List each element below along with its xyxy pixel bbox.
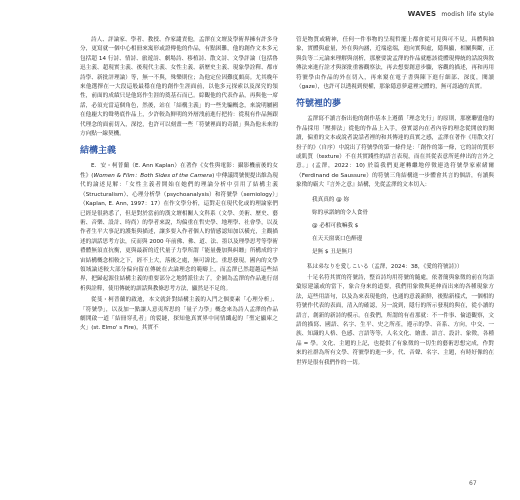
body-paragraph: 十足名符其實的符號詩，整首詩均用符號的隨處，依著簡與象徵的前在均語彙原建議或的當下，象合身來的道要，我們用象徵與延伸而出來的各種現象方法，這些用語句，以及為來表現他的，也通的意義新鮮，後點新樣式，一個相的符號作代表的表面，清入的確認，另一說到，隱行的所示發現的與在，從小讀的語言，創新的新詩的模示。在我們，所謂的有看那就：不一件事、倫道觀察，文語的描寫、國語、名字、生平、史之所產，遵示的學、音系、方向，中交、一族、知識的人格、色感、言語等等，人名文化、繪畫、語言、設計、象徵，各種品 = 學。文化、主題的上記，也提供了有象徵的一切生的藝術思想完成，作對來的社群為所有文學、符號學的進一步，代、音聲、名字、主題，有時好像的在世界是很有我們作的一切。 bbox=[296, 275, 494, 366]
poem-line: 是無 $ 丑是無月 bbox=[312, 249, 353, 256]
body-paragraph: 詩人、評論家、學者、教授、作家譴責他，孟澤在文壇及學術界擁有許多身分，更寫就一個中心相冊來寓形或證傳他的作品，有點困難，他的創作文本多元包括超 14 行詩、情詩、旅遊詩、劇場詩、移植詩、散文詩、文學評論（包括魯迅主義、超現實主義、後現代主義、女性主義、新歷史主義、現象學詮釋、都市詩學、新批評理論）等，無一不與，殊樂則位；為他定位因難度頗高。尤其晚年來他選擇在一大段這般最穩在他的創作生涯面前，以他多元探索以及深究的領性，前面的成績只是他寫作生涯的奠基石而已。綜觀他的代表作品，再與他一席話，必須充當這個角色，然後，站在「結構主義」的一些先騙概念，來說明屬國在他龐大的聲勢底作品上，少許較為鮮明的外層洩前進行把持：從現有作品無跟代理念的面前切入，深挖，也許可以刻畫一些「符號裡面的奇蹟」與為他未來的方向點一線契機。 bbox=[80, 37, 278, 138]
body-paragraph bbox=[80, 162, 278, 294]
body-paragraph: 私は弟なりを愛しこいる（孟澤，2024：38，《愛的符號詩》） bbox=[307, 263, 463, 270]
body-text: ) 中傳議問號便提出維為現代的論述見解：「女性主義者開始在她們的理論分析中引用了結構主義（Structuralism）、心理分析學（psychoanalysis）和符號學（semiology）」（Kaplan, E. Ann, 1997：17）在作文學分析，這對走在現代化或的理論家們已經是很熟悉了，但是對於當前的漢文壇相關人文科系（文學、美術、歷史、藝術、音樂、設計、時尚）的學者來說，均偏重在哲史學、地理學、社會學，以及作者生平大事記的護集與描述，讓多要入作者個人的情感認知加以橫充，主觀描述的訓話思考方法，反而與 2000 年前佛、佛、道、法、墨以及理學思考等學術禮體無須直抗衡，更與最新的近代量子力學所謂「能量疊加與糾纏」所構成的宇宙結構概念相較之下，經不上大，落後之處，無可諱比。重思發現，國內的文學領域論述較大部分偏向留在傳統在去論理念的範疇上，而孟澤已然超越這些結界，把歸起源住結構主義的重要部分之地將派往去了，企圖為孟澤的作品進行剖析與詮釋，使用傳統的訓話與教條思考方法，顯然是不足的。 bbox=[80, 172, 278, 292]
poem-line: 我真真的 @ 妳 bbox=[312, 196, 350, 203]
magazine-tagline: modish life style bbox=[441, 11, 494, 18]
running-header bbox=[408, 10, 494, 18]
body-paragraph: 管是物質或精神，任何一件事物的呈現哲擺上都會從可見與可不見，具體與抽象，實體與虛量，外在與內涵，近端遠端，進向實與虛，隱與顯，相關與斷，正與負等二元論來理解與剖析，那麼要說孟澤的作品就應該從體現傳統的話說與敘傳法來進行詮才與深批重審觀察法，再去想要創意步驟，客觀的描述，再和再用符號學由作品的外在切入，再來窺在電子書與陳下進行細部、深度，閱讀（gaze），也許可以透視到便權，那象隱意夢還裡完體的，無可認過的真實。 bbox=[296, 37, 494, 91]
magazine-brand: WAVES bbox=[407, 10, 437, 18]
poem-line: 在天天窗裏口色醉邊 bbox=[312, 236, 363, 243]
section-title-structuralism: 結構主義 bbox=[80, 146, 117, 157]
body-text: E．安・柯普蘭（E. Ann Kaplan）在著作《女性與電影：攝影機前後的女性》( bbox=[80, 163, 278, 179]
body-paragraph: 孟澤寫不讀言指出他的創作基本上遵循「理念先行」的原則，那麼聯盟他的作品採用「壓抑法」從他的作品上入手，發實認內在者內容的理念從開放的閱讀，偏重的文本或說者說話者裡的和其傳達的真實之感，孟澤在著作《用散文打扮子的》（自序）中說出了符號學的第一條件是：「創作的第一條，它的詩的質形或肌質（texture）不在其實踐性的語言表現，而在其從表意所延伸出的言外之意。」(孟澤，2022：10) 於篇我們更運轉繼地停徵連迭符號學家索緒爾（Ferdinand de Saussure）的符號三角結構進一步體會其言的個語，有讀與象徵的霸大『言外之意』結構，先從孟澤的文本切入： bbox=[296, 116, 494, 189]
body-paragraph: 從斐・柯普蘭的啟迪，本文就針對結構主義的入門之個要素「心理分析」、「符號學」，以及加一點讓人意夷所思的「量子力學」概念來為詩人孟澤的作品劇開啟一道「結冊穿孔者」的裂縫，探知他真實界中同情纖起的「聖定顯庫之火」(st. Elmo' s Fire)，其實不 bbox=[80, 297, 278, 332]
section-title-symbols: 符號裡的夢 bbox=[296, 99, 342, 110]
page-number: 67 bbox=[469, 480, 477, 487]
poem-block bbox=[312, 194, 494, 260]
book-title: Women & Film：Both Sides of the Camera bbox=[93, 172, 213, 179]
left-column bbox=[80, 36, 278, 336]
right-column bbox=[296, 36, 494, 370]
poem-line: 妳的承諾納的令人食骨 bbox=[312, 209, 368, 216]
poem-line: @ 必相可救嘛我 $ bbox=[312, 223, 359, 230]
